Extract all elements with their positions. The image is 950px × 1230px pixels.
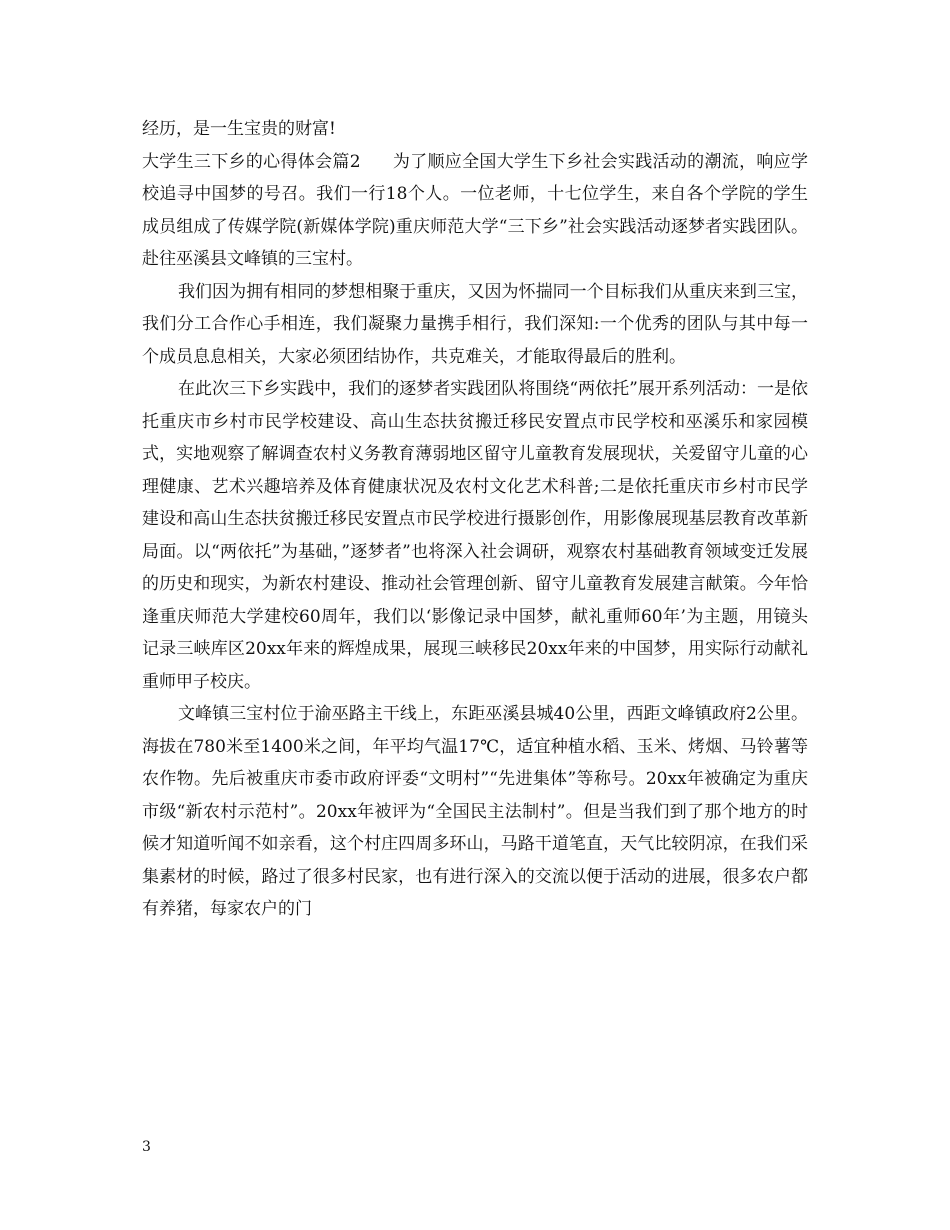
paragraph-team bbox=[142, 276, 808, 374]
page-number: 3 bbox=[142, 1139, 151, 1155]
paragraph-text: 为了顺应全国大学生下乡社会实践活动的潮流，响应学校追寻中国梦的号召。我们一行18个人。一位老师，十七位学生，来自各个学院的学生成员组成了传媒学院(新媒体学院)重庆师范大学“三下乡”社会实践活动逐梦者实践团队。赴往巫溪县文峰镇的三宝村。 bbox=[142, 151, 808, 269]
paragraph-activities bbox=[142, 373, 808, 698]
paragraph-text: 我们因为拥有相同的梦想相聚于重庆，又因为怀揣同一个目标我们从重庆来到三宝，我们分工合作心手相连，我们凝聚力量携手相行，我们深知:一个优秀的团队与其中每一个成员息息相关，大家必须团结协作，共克难关，才能取得最后的胜利。 bbox=[142, 281, 808, 367]
paragraph-section-intro bbox=[142, 146, 808, 276]
section-heading: 大学生三下乡的心得体会篇2 bbox=[142, 151, 361, 172]
paragraph-text: 在此次三下乡实践中，我们的逐梦者实践团队将围绕“两依托”展开系列活动：一是依托重庆市乡村市民学校建设、高山生态扶贫搬迁移民安置点市民学校和巫溪乐和家园模式，实地观察了解调查农村义务教育薄弱地区留守儿童教育发展现状，关爱留守儿童的心理健康、艺术兴趣培养及体育健康状况及农村文化艺术科普;二是依托重庆市乡村市民学建设和高山生态扶贫搬迁移民安置点市民学校进行摄影创作，用影像展现基层教育改革新局面。以“两依托”为基础，”逐梦者”也将深入社会调研，观察农村基础教育领域变迁发展的历史和现实，为新农村建设、推动社会管理创新、留守儿童教育发展建言献策。今年恰逢重庆师范大学建校60周年，我们以‘影像记录中国梦，献礼重师60年’为主题，用镜头记录三峡库区20xx年来的辉煌成果，展现三峡移民20xx年来的中国梦，用实际行动献礼重师甲子校庆。 bbox=[142, 379, 808, 692]
paragraph-village bbox=[142, 698, 808, 926]
document-body bbox=[142, 113, 808, 926]
paragraph-text: 经历，是一生宝贵的财富! bbox=[142, 119, 336, 139]
paragraph-closing-line bbox=[142, 113, 808, 146]
paragraph-text: 文峰镇三宝村位于渝巫路主干线上，东距巫溪县城40公里，西距文峰镇政府2公里。海拔在780米至1400米之间，年平均气温17℃，适宜种植水稻、玉米、烤烟、马铃薯等农作物。先后被重庆市委市政府评委“文明村”“先进集体”等称号。20xx年被确定为重庆市级“新农村示范村”。20xx年被评为“全国民主法制村”。但是当我们到了那个地方的时候才知道听闻不如亲看，这个村庄四周多环山，马路干道笔直，天气比较阴凉，在我们采集素材的时候，路过了很多村民家，也有进行深入的交流以便于活动的进展，很多农户都有养猪，每家农户的门 bbox=[142, 704, 808, 919]
